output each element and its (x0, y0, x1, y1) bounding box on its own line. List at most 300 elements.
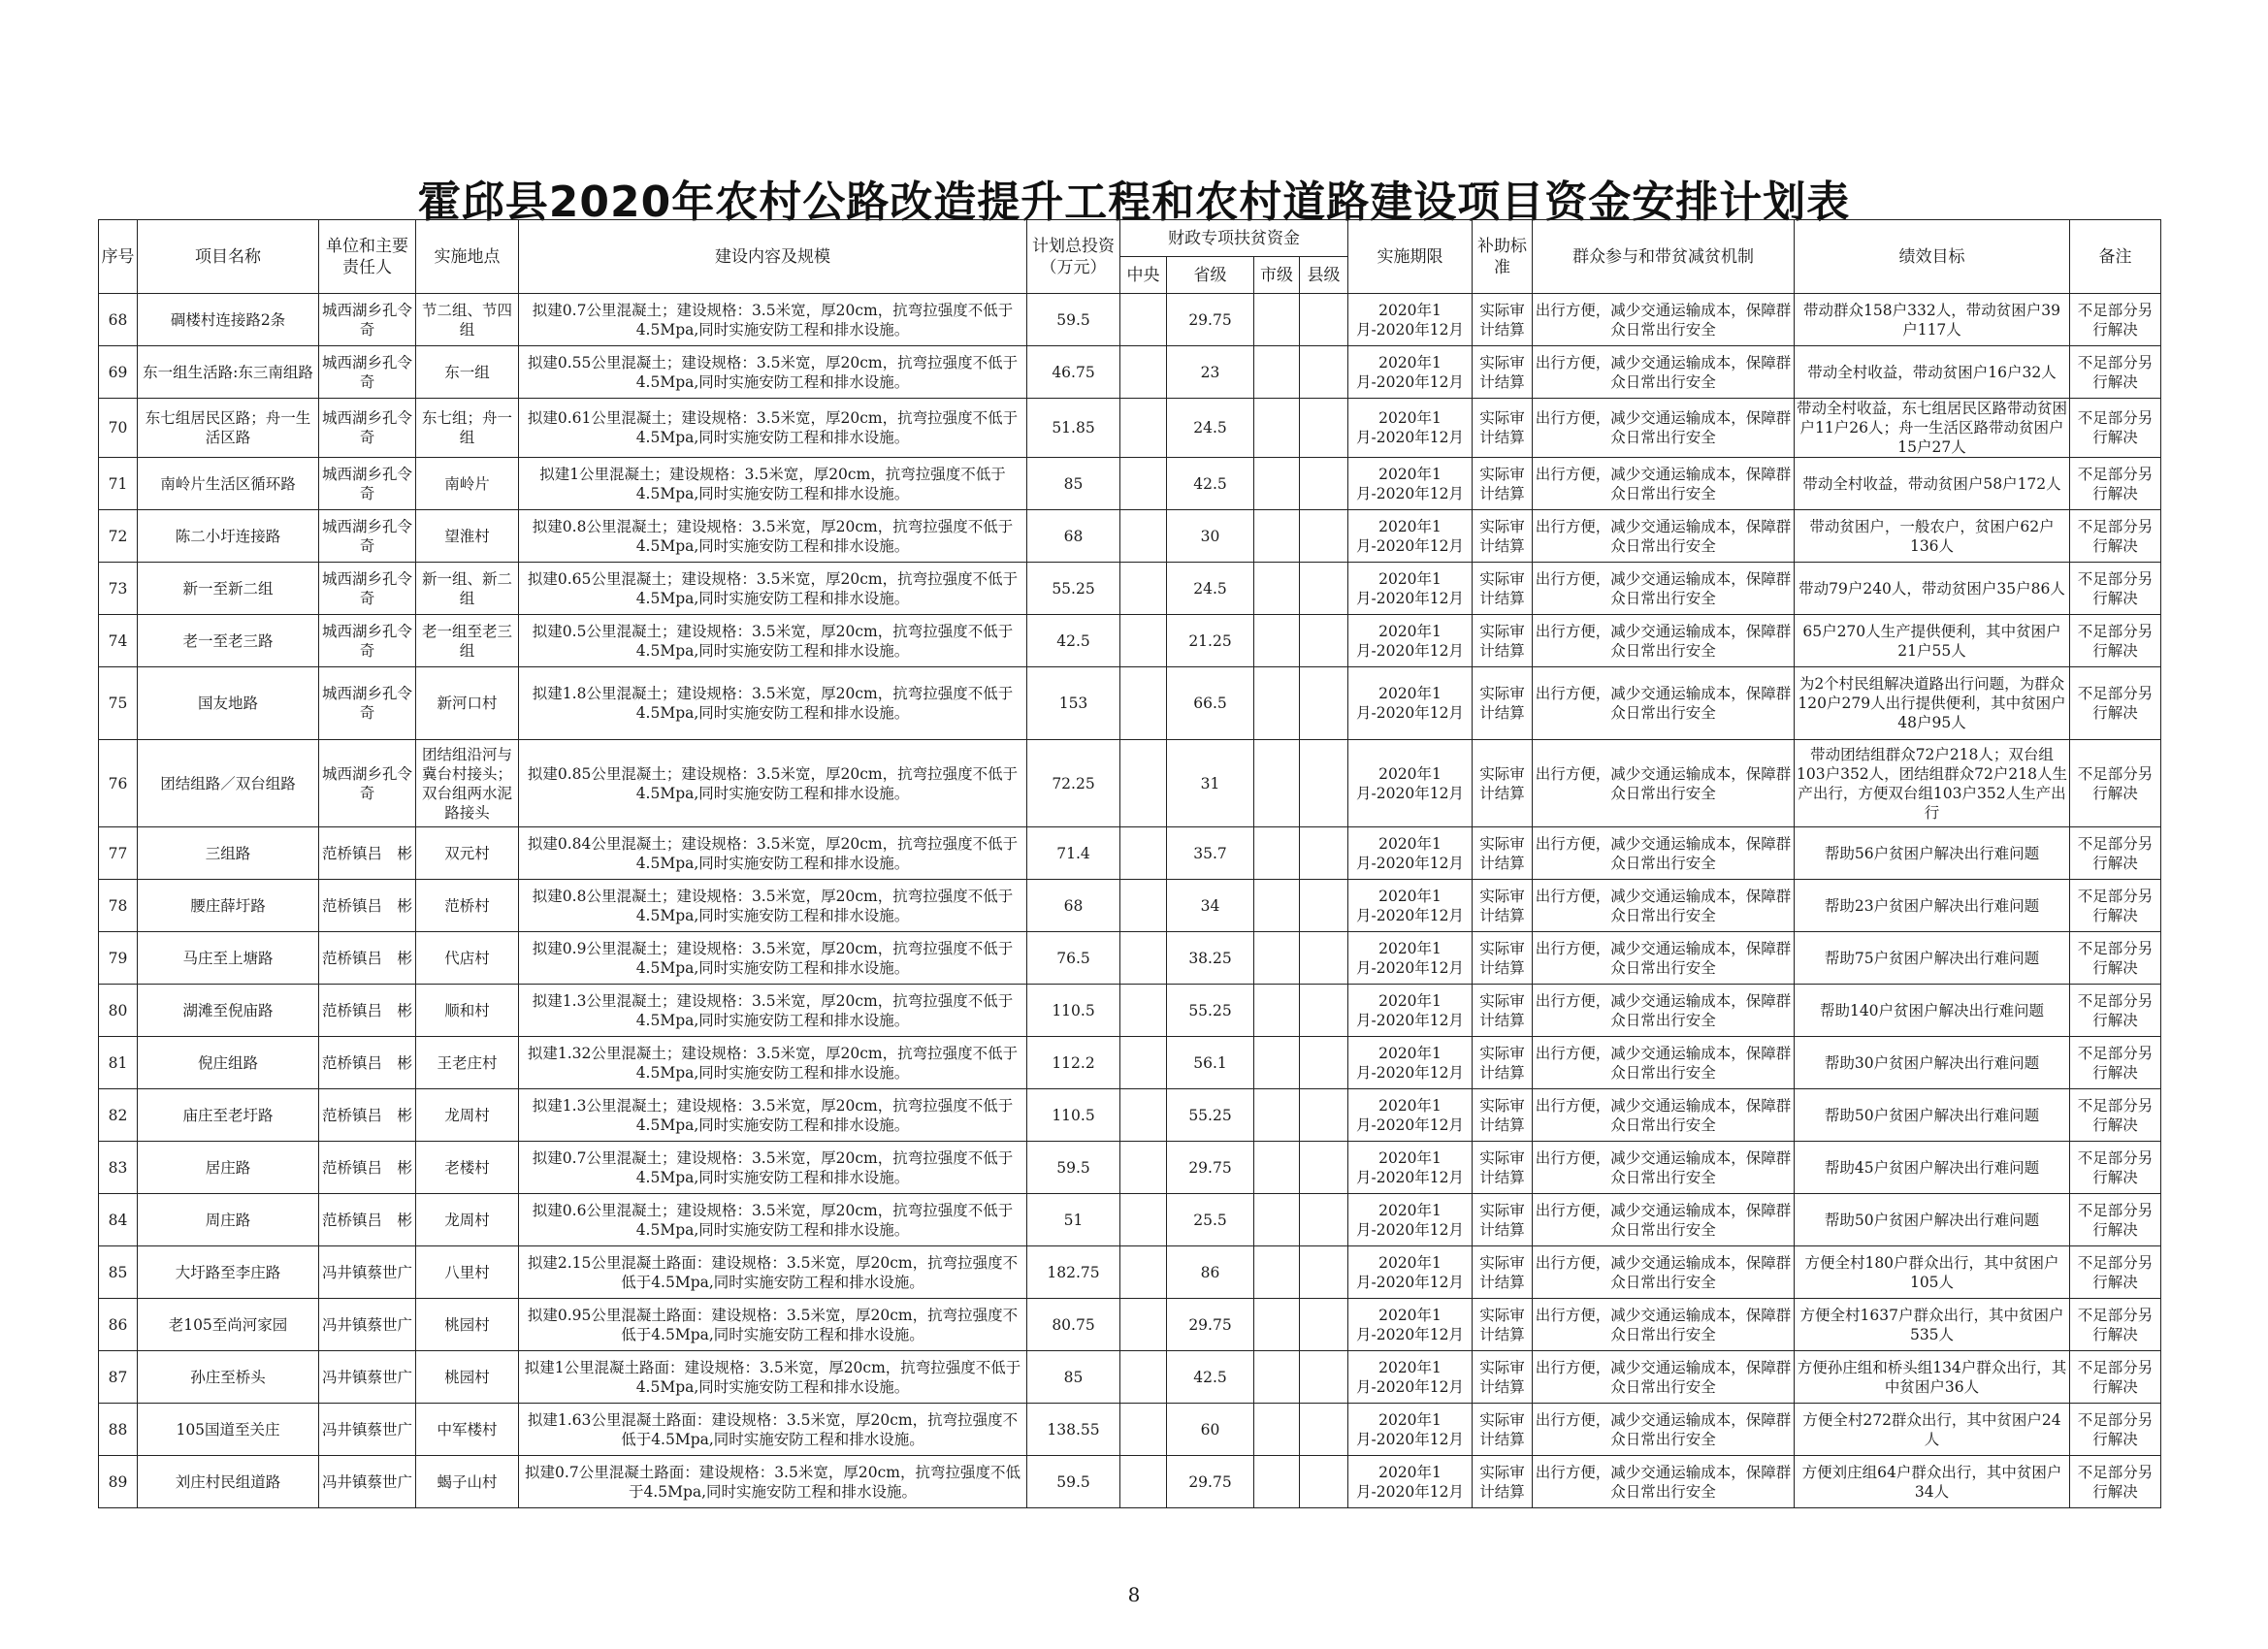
remark-cell: 不足部分另行解决 (2070, 932, 2161, 985)
place-cell: 望淮村 (416, 510, 519, 563)
period-cell: 2020年1月-2020年12月 (1348, 1037, 1473, 1089)
table-row (99, 458, 2161, 510)
remark-cell: 不足部分另行解决 (2070, 985, 2161, 1037)
remark-cell: 不足部分另行解决 (2070, 1037, 2161, 1089)
subsidy-cell: 实际审计结算 (1473, 667, 1533, 740)
total-investment-cell: 110.5 (1027, 985, 1120, 1037)
subsidy-cell: 实际审计结算 (1473, 615, 1533, 667)
city-fund-cell (1254, 1404, 1300, 1456)
city-fund-cell (1254, 294, 1300, 346)
goal-cell: 方便全村272群众出行，其中贫困户24人 (1795, 1404, 2070, 1456)
project-name-cell: 碉楼村连接路2条 (138, 294, 319, 346)
subsidy-cell: 实际审计结算 (1473, 399, 1533, 458)
county-fund-cell (1300, 1456, 1348, 1508)
goal-cell: 带动全村收益，带动贫困户16户32人 (1795, 346, 2070, 399)
table-row (99, 399, 2161, 458)
mechanism-cell: 出行方便，减少交通运输成本，保障群众日常出行安全 (1533, 985, 1795, 1037)
table-row (99, 667, 2161, 740)
central-fund-cell (1120, 458, 1167, 510)
content-cell: 拟建1公里混凝土路面：建设规格：3.5米宽，厚20cm，抗弯拉强度不低于4.5Mpa,同时实施安防工程和排水设施。 (519, 1351, 1027, 1404)
period-cell: 2020年1月-2020年12月 (1348, 510, 1473, 563)
unit-cell: 城西湖乡孔令奇 (319, 294, 416, 346)
mechanism-cell: 出行方便，减少交通运输成本，保障群众日常出行安全 (1533, 294, 1795, 346)
central-fund-cell (1120, 1037, 1167, 1089)
seq-cell: 85 (99, 1246, 138, 1299)
content-cell: 拟建0.8公里混凝土；建设规格：3.5米宽，厚20cm，抗弯拉强度不低于4.5Mpa,同时实施安防工程和排水设施。 (519, 880, 1027, 932)
county-fund-cell (1300, 1404, 1348, 1456)
city-fund-cell (1254, 1142, 1300, 1194)
seq-cell: 89 (99, 1456, 138, 1508)
seq-cell: 79 (99, 932, 138, 985)
county-fund-cell (1300, 346, 1348, 399)
goal-cell: 带动全村收益，东七组居民区路带动贫困户11户26人；舟一生活区路带动贫困户15户27人 (1795, 399, 2070, 458)
content-cell: 拟建0.84公里混凝土；建设规格：3.5米宽，厚20cm，抗弯拉强度不低于4.5Mpa,同时实施安防工程和排水设施。 (519, 827, 1027, 880)
fund-plan-table (98, 219, 2161, 1508)
mechanism-cell: 出行方便，减少交通运输成本，保障群众日常出行安全 (1533, 1246, 1795, 1299)
seq-cell: 78 (99, 880, 138, 932)
content-cell: 拟建1.3公里混凝土；建设规格：3.5米宽，厚20cm，抗弯拉强度不低于4.5Mpa,同时实施安防工程和排水设施。 (519, 1089, 1027, 1142)
mechanism-cell: 出行方便，减少交通运输成本，保障群众日常出行安全 (1533, 827, 1795, 880)
table-row (99, 932, 2161, 985)
place-cell: 代店村 (416, 932, 519, 985)
project-name-cell: 周庄路 (138, 1194, 319, 1246)
remark-cell: 不足部分另行解决 (2070, 615, 2161, 667)
table-row (99, 346, 2161, 399)
period-cell: 2020年1月-2020年12月 (1348, 1194, 1473, 1246)
county-fund-cell (1300, 1037, 1348, 1089)
project-name-cell: 老105至尚河家园 (138, 1299, 319, 1351)
project-name-cell: 孙庄至桥头 (138, 1351, 319, 1404)
goal-cell: 带动79户240人，带动贫困户35户86人 (1795, 563, 2070, 615)
subsidy-cell: 实际审计结算 (1473, 458, 1533, 510)
goal-cell: 方便全村1637户群众出行，其中贫困户535人 (1795, 1299, 2070, 1351)
project-name-cell: 三组路 (138, 827, 319, 880)
seq-cell: 75 (99, 667, 138, 740)
header-content: 建设内容及规模 (519, 220, 1027, 294)
remark-cell: 不足部分另行解决 (2070, 399, 2161, 458)
central-fund-cell (1120, 1456, 1167, 1508)
province-fund-cell: 31 (1167, 740, 1254, 827)
central-fund-cell (1120, 740, 1167, 827)
total-investment-cell: 112.2 (1027, 1037, 1120, 1089)
remark-cell: 不足部分另行解决 (2070, 1246, 2161, 1299)
total-investment-cell: 51.85 (1027, 399, 1120, 458)
mechanism-cell: 出行方便，减少交通运输成本，保障群众日常出行安全 (1533, 880, 1795, 932)
seq-cell: 76 (99, 740, 138, 827)
header-goal: 绩效目标 (1795, 220, 2070, 294)
seq-cell: 84 (99, 1194, 138, 1246)
table-row (99, 1089, 2161, 1142)
province-fund-cell: 42.5 (1167, 458, 1254, 510)
central-fund-cell (1120, 399, 1167, 458)
county-fund-cell (1300, 1194, 1348, 1246)
central-fund-cell (1120, 1351, 1167, 1404)
content-cell: 拟建1.32公里混凝土；建设规格：3.5米宽，厚20cm，抗弯拉强度不低于4.5Mpa,同时实施安防工程和排水设施。 (519, 1037, 1027, 1089)
remark-cell: 不足部分另行解决 (2070, 880, 2161, 932)
place-cell: 桃园村 (416, 1351, 519, 1404)
city-fund-cell (1254, 1089, 1300, 1142)
unit-cell: 城西湖乡孔令奇 (319, 740, 416, 827)
mechanism-cell: 出行方便，减少交通运输成本，保障群众日常出行安全 (1533, 399, 1795, 458)
subsidy-cell: 实际审计结算 (1473, 346, 1533, 399)
project-name-cell: 大圩路至李庄路 (138, 1246, 319, 1299)
seq-cell: 73 (99, 563, 138, 615)
goal-cell: 帮助23户贫困户解决出行难问题 (1795, 880, 2070, 932)
place-cell: 蝎子山村 (416, 1456, 519, 1508)
seq-cell: 83 (99, 1142, 138, 1194)
content-cell: 拟建0.6公里混凝土；建设规格：3.5米宽，厚20cm，抗弯拉强度不低于4.5Mpa,同时实施安防工程和排水设施。 (519, 1194, 1027, 1246)
mechanism-cell: 出行方便，减少交通运输成本，保障群众日常出行安全 (1533, 346, 1795, 399)
project-name-cell: 东一组生活路:东三南组路 (138, 346, 319, 399)
county-fund-cell (1300, 1246, 1348, 1299)
county-fund-cell (1300, 510, 1348, 563)
mechanism-cell: 出行方便，减少交通运输成本，保障群众日常出行安全 (1533, 1404, 1795, 1456)
county-fund-cell (1300, 985, 1348, 1037)
city-fund-cell (1254, 827, 1300, 880)
seq-cell: 86 (99, 1299, 138, 1351)
remark-cell: 不足部分另行解决 (2070, 346, 2161, 399)
unit-cell: 冯井镇蔡世广 (319, 1299, 416, 1351)
unit-cell: 城西湖乡孔令奇 (319, 615, 416, 667)
province-fund-cell: 29.75 (1167, 294, 1254, 346)
subsidy-cell: 实际审计结算 (1473, 1142, 1533, 1194)
place-cell: 新一组、新二组 (416, 563, 519, 615)
header-province: 省级 (1167, 257, 1254, 294)
county-fund-cell (1300, 615, 1348, 667)
header-total: 计划总投资（万元） (1027, 220, 1120, 294)
subsidy-cell: 实际审计结算 (1473, 985, 1533, 1037)
project-name-cell: 腰庄薛圩路 (138, 880, 319, 932)
province-fund-cell: 29.75 (1167, 1299, 1254, 1351)
total-investment-cell: 68 (1027, 510, 1120, 563)
header-place: 实施地点 (416, 220, 519, 294)
total-investment-cell: 85 (1027, 1351, 1120, 1404)
project-name-cell: 陈二小圩连接路 (138, 510, 319, 563)
content-cell: 拟建0.5公里混凝土；建设规格：3.5米宽，厚20cm，抗弯拉强度不低于4.5Mpa,同时实施安防工程和排水设施。 (519, 615, 1027, 667)
project-name-cell: 居庄路 (138, 1142, 319, 1194)
content-cell: 拟建0.85公里混凝土；建设规格：3.5米宽，厚20cm，抗弯拉强度不低于4.5Mpa,同时实施安防工程和排水设施。 (519, 740, 1027, 827)
header-name: 项目名称 (138, 220, 319, 294)
period-cell: 2020年1月-2020年12月 (1348, 1351, 1473, 1404)
county-fund-cell (1300, 932, 1348, 985)
goal-cell: 65户270人生产提供便利，其中贫困户21户55人 (1795, 615, 2070, 667)
mechanism-cell: 出行方便，减少交通运输成本，保障群众日常出行安全 (1533, 1037, 1795, 1089)
table-row (99, 740, 2161, 827)
county-fund-cell (1300, 563, 1348, 615)
table-body (99, 294, 2161, 1508)
place-cell: 东一组 (416, 346, 519, 399)
central-fund-cell (1120, 1404, 1167, 1456)
city-fund-cell (1254, 346, 1300, 399)
goal-cell: 帮助140户贫困户解决出行难问题 (1795, 985, 2070, 1037)
city-fund-cell (1254, 563, 1300, 615)
central-fund-cell (1120, 294, 1167, 346)
county-fund-cell (1300, 667, 1348, 740)
header-city: 市级 (1254, 257, 1300, 294)
subsidy-cell: 实际审计结算 (1473, 1089, 1533, 1142)
remark-cell: 不足部分另行解决 (2070, 458, 2161, 510)
remark-cell: 不足部分另行解决 (2070, 827, 2161, 880)
central-fund-cell (1120, 1142, 1167, 1194)
seq-cell: 72 (99, 510, 138, 563)
place-cell: 桃园村 (416, 1299, 519, 1351)
period-cell: 2020年1月-2020年12月 (1348, 827, 1473, 880)
table-row (99, 1404, 2161, 1456)
mechanism-cell: 出行方便，减少交通运输成本，保障群众日常出行安全 (1533, 510, 1795, 563)
province-fund-cell: 29.75 (1167, 1142, 1254, 1194)
total-investment-cell: 110.5 (1027, 1089, 1120, 1142)
province-fund-cell: 55.25 (1167, 1089, 1254, 1142)
unit-cell: 范桥镇吕 彬 (319, 1194, 416, 1246)
county-fund-cell (1300, 294, 1348, 346)
county-fund-cell (1300, 1142, 1348, 1194)
total-investment-cell: 85 (1027, 458, 1120, 510)
table-row (99, 1456, 2161, 1508)
central-fund-cell (1120, 510, 1167, 563)
place-cell: 顺和村 (416, 985, 519, 1037)
total-investment-cell: 55.25 (1027, 563, 1120, 615)
subsidy-cell: 实际审计结算 (1473, 1404, 1533, 1456)
province-fund-cell: 23 (1167, 346, 1254, 399)
subsidy-cell: 实际审计结算 (1473, 294, 1533, 346)
period-cell: 2020年1月-2020年12月 (1348, 740, 1473, 827)
total-investment-cell: 59.5 (1027, 294, 1120, 346)
content-cell: 拟建0.95公里混凝土路面：建设规格：3.5米宽，厚20cm，抗弯拉强度不低于4.5Mpa,同时实施安防工程和排水设施。 (519, 1299, 1027, 1351)
goal-cell: 帮助50户贫困户解决出行难问题 (1795, 1089, 2070, 1142)
unit-cell: 冯井镇蔡世广 (319, 1404, 416, 1456)
total-investment-cell: 59.5 (1027, 1142, 1120, 1194)
seq-cell: 77 (99, 827, 138, 880)
central-fund-cell (1120, 1246, 1167, 1299)
project-name-cell: 庙庄至老圩路 (138, 1089, 319, 1142)
remark-cell: 不足部分另行解决 (2070, 294, 2161, 346)
header-central: 中央 (1120, 257, 1167, 294)
city-fund-cell (1254, 1037, 1300, 1089)
goal-cell: 方便刘庄组64户群众出行，其中贫困户34人 (1795, 1456, 2070, 1508)
goal-cell: 方便全村180户群众出行，其中贫困户105人 (1795, 1246, 2070, 1299)
seq-cell: 80 (99, 985, 138, 1037)
remark-cell: 不足部分另行解决 (2070, 1194, 2161, 1246)
period-cell: 2020年1月-2020年12月 (1348, 346, 1473, 399)
table-row (99, 985, 2161, 1037)
subsidy-cell: 实际审计结算 (1473, 740, 1533, 827)
content-cell: 拟建0.65公里混凝土；建设规格：3.5米宽，厚20cm，抗弯拉强度不低于4.5Mpa,同时实施安防工程和排水设施。 (519, 563, 1027, 615)
place-cell: 节二组、节四组 (416, 294, 519, 346)
goal-cell: 帮助30户贫困户解决出行难问题 (1795, 1037, 2070, 1089)
content-cell: 拟建1.63公里混凝土路面：建设规格：3.5米宽，厚20cm，抗弯拉强度不低于4.5Mpa,同时实施安防工程和排水设施。 (519, 1404, 1027, 1456)
total-investment-cell: 59.5 (1027, 1456, 1120, 1508)
city-fund-cell (1254, 1456, 1300, 1508)
city-fund-cell (1254, 1299, 1300, 1351)
county-fund-cell (1300, 880, 1348, 932)
project-name-cell: 105国道至关庄 (138, 1404, 319, 1456)
content-cell: 拟建2.15公里混凝土路面：建设规格：3.5米宽，厚20cm，抗弯拉强度不低于4.5Mpa,同时实施安防工程和排水设施。 (519, 1246, 1027, 1299)
place-cell: 东七组；舟一组 (416, 399, 519, 458)
central-fund-cell (1120, 880, 1167, 932)
unit-cell: 冯井镇蔡世广 (319, 1456, 416, 1508)
seq-cell: 74 (99, 615, 138, 667)
unit-cell: 冯井镇蔡世广 (319, 1246, 416, 1299)
seq-cell: 87 (99, 1351, 138, 1404)
province-fund-cell: 66.5 (1167, 667, 1254, 740)
table-row (99, 1142, 2161, 1194)
province-fund-cell: 21.25 (1167, 615, 1254, 667)
county-fund-cell (1300, 1299, 1348, 1351)
unit-cell: 城西湖乡孔令奇 (319, 563, 416, 615)
mechanism-cell: 出行方便，减少交通运输成本，保障群众日常出行安全 (1533, 667, 1795, 740)
subsidy-cell: 实际审计结算 (1473, 827, 1533, 880)
unit-cell: 城西湖乡孔令奇 (319, 510, 416, 563)
unit-cell: 范桥镇吕 彬 (319, 985, 416, 1037)
county-fund-cell (1300, 458, 1348, 510)
seq-cell: 88 (99, 1404, 138, 1456)
total-investment-cell: 42.5 (1027, 615, 1120, 667)
province-fund-cell: 35.7 (1167, 827, 1254, 880)
city-fund-cell (1254, 667, 1300, 740)
subsidy-cell: 实际审计结算 (1473, 1037, 1533, 1089)
subsidy-cell: 实际审计结算 (1473, 1246, 1533, 1299)
period-cell: 2020年1月-2020年12月 (1348, 880, 1473, 932)
province-fund-cell: 56.1 (1167, 1037, 1254, 1089)
unit-cell: 范桥镇吕 彬 (319, 880, 416, 932)
remark-cell: 不足部分另行解决 (2070, 1089, 2161, 1142)
county-fund-cell (1300, 1351, 1348, 1404)
period-cell: 2020年1月-2020年12月 (1348, 932, 1473, 985)
content-cell: 拟建1公里混凝土；建设规格：3.5米宽，厚20cm，抗弯拉强度不低于4.5Mpa,同时实施安防工程和排水设施。 (519, 458, 1027, 510)
goal-cell: 带动贫困户，一般农户，贫困户62户136人 (1795, 510, 2070, 563)
province-fund-cell: 30 (1167, 510, 1254, 563)
total-investment-cell: 182.75 (1027, 1246, 1120, 1299)
unit-cell: 范桥镇吕 彬 (319, 1142, 416, 1194)
content-cell: 拟建0.61公里混凝土；建设规格：3.5米宽，厚20cm，抗弯拉强度不低于4.5Mpa,同时实施安防工程和排水设施。 (519, 399, 1027, 458)
place-cell: 中军楼村 (416, 1404, 519, 1456)
goal-cell: 帮助75户贫困户解决出行难问题 (1795, 932, 2070, 985)
city-fund-cell (1254, 1351, 1300, 1404)
period-cell: 2020年1月-2020年12月 (1348, 615, 1473, 667)
central-fund-cell (1120, 615, 1167, 667)
period-cell: 2020年1月-2020年12月 (1348, 399, 1473, 458)
project-name-cell: 老一至老三路 (138, 615, 319, 667)
mechanism-cell: 出行方便，减少交通运输成本，保障群众日常出行安全 (1533, 740, 1795, 827)
page-number: 8 (1127, 1583, 1141, 1606)
unit-cell: 城西湖乡孔令奇 (319, 458, 416, 510)
city-fund-cell (1254, 510, 1300, 563)
goal-cell: 带动群众158户332人，带动贫困户39户117人 (1795, 294, 2070, 346)
goal-cell: 帮助56户贫困户解决出行难问题 (1795, 827, 2070, 880)
period-cell: 2020年1月-2020年12月 (1348, 667, 1473, 740)
mechanism-cell: 出行方便，减少交通运输成本，保障群众日常出行安全 (1533, 1456, 1795, 1508)
goal-cell: 为2个村民组解决道路出行问题，为群众120户279人出行提供便利，其中贫困户48户95人 (1795, 667, 2070, 740)
city-fund-cell (1254, 399, 1300, 458)
header-county: 县级 (1300, 257, 1348, 294)
place-cell: 老一组至老三组 (416, 615, 519, 667)
header-fund: 财政专项扶贫资金 (1120, 220, 1348, 257)
table-row (99, 880, 2161, 932)
total-investment-cell: 80.75 (1027, 1299, 1120, 1351)
table-row (99, 1351, 2161, 1404)
goal-cell: 帮助45户贫困户解决出行难问题 (1795, 1142, 2070, 1194)
unit-cell: 城西湖乡孔令奇 (319, 346, 416, 399)
project-name-cell: 团结组路／双台组路 (138, 740, 319, 827)
province-fund-cell: 60 (1167, 1404, 1254, 1456)
header-remark: 备注 (2070, 220, 2161, 294)
period-cell: 2020年1月-2020年12月 (1348, 1246, 1473, 1299)
table-row (99, 1299, 2161, 1351)
subsidy-cell: 实际审计结算 (1473, 1351, 1533, 1404)
content-cell: 拟建0.7公里混凝土路面：建设规格：3.5米宽，厚20cm，抗弯拉强度不低于4.5Mpa,同时实施安防工程和排水设施。 (519, 1456, 1027, 1508)
mechanism-cell: 出行方便，减少交通运输成本，保障群众日常出行安全 (1533, 1351, 1795, 1404)
header-row-1 (99, 220, 2161, 257)
central-fund-cell (1120, 827, 1167, 880)
header-subsidy: 补助标准 (1473, 220, 1533, 294)
document-title: 霍邱县2020年农村公路改造提升工程和农村道路建设项目资金安排计划表 (417, 178, 1851, 227)
place-cell: 王老庄村 (416, 1037, 519, 1089)
total-investment-cell: 68 (1027, 880, 1120, 932)
province-fund-cell: 25.5 (1167, 1194, 1254, 1246)
unit-cell: 城西湖乡孔令奇 (319, 667, 416, 740)
period-cell: 2020年1月-2020年12月 (1348, 1299, 1473, 1351)
content-cell: 拟建0.55公里混凝土；建设规格：3.5米宽，厚20cm，抗弯拉强度不低于4.5Mpa,同时实施安防工程和排水设施。 (519, 346, 1027, 399)
seq-cell: 71 (99, 458, 138, 510)
province-fund-cell: 24.5 (1167, 563, 1254, 615)
mechanism-cell: 出行方便，减少交通运输成本，保障群众日常出行安全 (1533, 1299, 1795, 1351)
province-fund-cell: 34 (1167, 880, 1254, 932)
mechanism-cell: 出行方便，减少交通运输成本，保障群众日常出行安全 (1533, 458, 1795, 510)
mechanism-cell: 出行方便，减少交通运输成本，保障群众日常出行安全 (1533, 1089, 1795, 1142)
project-name-cell: 倪庄组路 (138, 1037, 319, 1089)
header-unit: 单位和主要责任人 (319, 220, 416, 294)
place-cell: 老楼村 (416, 1142, 519, 1194)
remark-cell: 不足部分另行解决 (2070, 1299, 2161, 1351)
city-fund-cell (1254, 1246, 1300, 1299)
total-investment-cell: 153 (1027, 667, 1120, 740)
remark-cell: 不足部分另行解决 (2070, 1351, 2161, 1404)
period-cell: 2020年1月-2020年12月 (1348, 1142, 1473, 1194)
remark-cell: 不足部分另行解决 (2070, 1404, 2161, 1456)
period-cell: 2020年1月-2020年12月 (1348, 1456, 1473, 1508)
province-fund-cell: 42.5 (1167, 1351, 1254, 1404)
goal-cell: 带动团结组群众72户218人；双台组103户352人，团结组群众72户218人生产出行，方便双台组103户352人生产出行 (1795, 740, 2070, 827)
total-investment-cell: 46.75 (1027, 346, 1120, 399)
unit-cell: 范桥镇吕 彬 (319, 1089, 416, 1142)
county-fund-cell (1300, 740, 1348, 827)
place-cell: 八里村 (416, 1246, 519, 1299)
remark-cell: 不足部分另行解决 (2070, 667, 2161, 740)
period-cell: 2020年1月-2020年12月 (1348, 985, 1473, 1037)
place-cell: 龙周村 (416, 1194, 519, 1246)
city-fund-cell (1254, 1194, 1300, 1246)
province-fund-cell: 24.5 (1167, 399, 1254, 458)
place-cell: 双元村 (416, 827, 519, 880)
table-row (99, 510, 2161, 563)
central-fund-cell (1120, 1194, 1167, 1246)
city-fund-cell (1254, 740, 1300, 827)
unit-cell: 范桥镇吕 彬 (319, 1037, 416, 1089)
table-row (99, 827, 2161, 880)
project-name-cell: 湖滩至倪庙路 (138, 985, 319, 1037)
project-name-cell: 东七组居民区路；舟一生活区路 (138, 399, 319, 458)
seq-cell: 82 (99, 1089, 138, 1142)
province-fund-cell: 38.25 (1167, 932, 1254, 985)
project-name-cell: 南岭片生活区循环路 (138, 458, 319, 510)
subsidy-cell: 实际审计结算 (1473, 1456, 1533, 1508)
unit-cell: 范桥镇吕 彬 (319, 932, 416, 985)
content-cell: 拟建0.7公里混凝土；建设规格：3.5米宽，厚20cm，抗弯拉强度不低于4.5Mpa,同时实施安防工程和排水设施。 (519, 294, 1027, 346)
content-cell: 拟建0.9公里混凝土；建设规格：3.5米宽，厚20cm，抗弯拉强度不低于4.5Mpa,同时实施安防工程和排水设施。 (519, 932, 1027, 985)
goal-cell: 带动全村收益，带动贫困户58户172人 (1795, 458, 2070, 510)
period-cell: 2020年1月-2020年12月 (1348, 294, 1473, 346)
province-fund-cell: 29.75 (1167, 1456, 1254, 1508)
